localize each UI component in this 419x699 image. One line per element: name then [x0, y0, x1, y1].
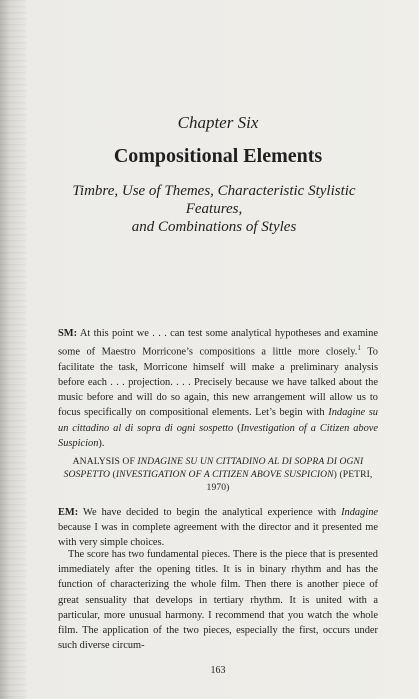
heading-paren-open: ( [110, 469, 116, 480]
paragraph-3 [58, 547, 378, 653]
p3-text: The score has two fundamental pieces. There is the piece that is presented immediately after the opening titles. It is in binary rhythm and has the function of characterizing the whole film. Then there is another piece of great sensuality that develops in tertiary rhythm. It is united with a particular, more unusual harmony. I recommend that you watch the whole film. The application of the two pieces, especially the first, occurs under such diverse circum- [58, 549, 378, 652]
p1-italic-translation: Investigation of a Citizen above Suspicion [58, 422, 378, 449]
p2-italic-title: Indagine [341, 507, 378, 518]
p1-text-a: At this point we . . . can test some analytical hypotheses and examine some of Maestro Morricone’s compositions a little more closely. [58, 328, 378, 358]
footnote-marker: 1 [357, 344, 361, 353]
p1-text-b: To facilitate the task, Morricone himself will make a preliminary analysis before each . . . projection. . . . Precisely because we have talked about the music before and will do so again, this new arrangement will allow us to focus specifically on compositional elements. Let’s begin with [58, 346, 379, 419]
p1-text-d: ). [98, 437, 105, 449]
page-gutter [0, 0, 26, 699]
p1-text-c: ( [233, 422, 241, 434]
heading-italic-title: INDAGINE SU UN CITTADINO AL DI SOPRA DI OGNI SOSPETTO [63, 456, 364, 480]
page-number: 163 [210, 665, 226, 676]
chapter-title: Compositional Elements [113, 145, 323, 167]
chapter-label: Chapter Six [177, 113, 259, 132]
p2-text-a: We have decided to begin the analytical experience with [78, 507, 342, 518]
paragraph-2 [58, 505, 378, 551]
section-heading [58, 455, 378, 494]
subtitle-line-2: and Combinations of Styles [131, 219, 297, 235]
speaker-label-sm: SM: [58, 328, 78, 339]
heading-tail: ) (PETRI, 1970) [206, 469, 373, 493]
subtitle-line-1: Timbre, Use of Themes, Characteristic Stylistic Features, [72, 183, 356, 217]
p2-text-b: because I was in complete agreement with the director and it presented me with very simple choices. [58, 522, 378, 549]
heading-lead: ANALYSIS OF [72, 456, 138, 467]
p1-italic-title: Indagine su un cittadino al di sopra di ogni sospetto [58, 407, 378, 434]
chapter-subtitle [64, 182, 364, 236]
paragraph-1 [58, 326, 378, 451]
heading-italic-translation: INVESTIGATION OF A CITIZEN ABOVE SUSPICION [115, 469, 334, 480]
speaker-label-em: EM: [58, 507, 79, 518]
